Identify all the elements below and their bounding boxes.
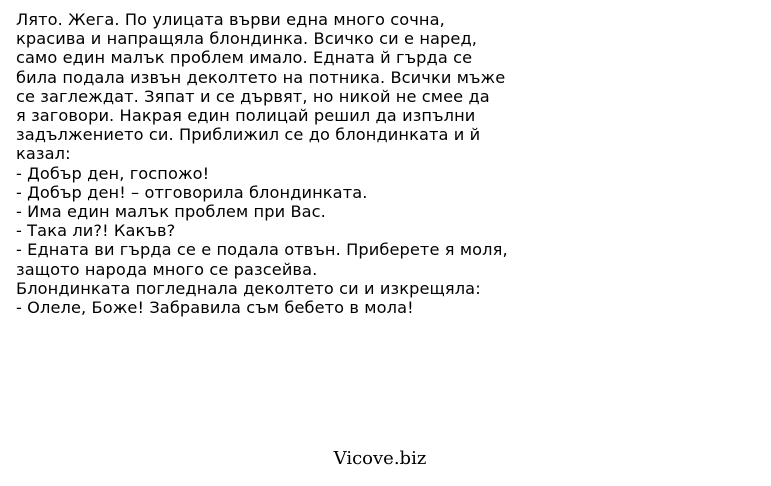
- joke-line: - Добър ден! – отговорила блондинката.: [16, 182, 368, 202]
- joke-line: Лято. Жега. По улицата върви една много сочна,: [16, 10, 445, 29]
- joke-line: - Има един малък проблем при Вас.: [16, 202, 326, 222]
- joke-text: [16, 10, 761, 317]
- joke-line: - Олеле, Боже! Забравила съм бебето в мола!: [16, 298, 414, 318]
- joke-line: задължението си. Приближил се до блондинката и й: [16, 125, 481, 145]
- joke-line: само един малък проблем имало. Едната й гърда се: [16, 48, 473, 68]
- joke-line: се заглеждат. Зяпат и се дървят, но никой не смее да: [16, 86, 490, 106]
- joke-line: - Едната ви гърда се е подала отвън. Приберете я моля,: [16, 240, 508, 260]
- joke-line: - Така ли?! Какъв?: [16, 221, 176, 241]
- joke-line: казал:: [16, 144, 71, 164]
- site-watermark: Vicove.biz: [333, 448, 427, 469]
- joke-line: защото народа много се разсейва.: [16, 259, 318, 279]
- joke-line: била подала извън деколтето на потника. Всички мъже: [16, 67, 506, 87]
- joke-line: красива и напращяла блондинка. Всичко си е наред,: [16, 29, 478, 49]
- joke-line: Блондинката погледнала деколтето си и изкрещяла:: [16, 278, 481, 298]
- joke-line: я заговори. Накрая един полицай решил да изпълни: [16, 106, 476, 126]
- joke-line: - Добър ден, госпожо!: [16, 163, 210, 183]
